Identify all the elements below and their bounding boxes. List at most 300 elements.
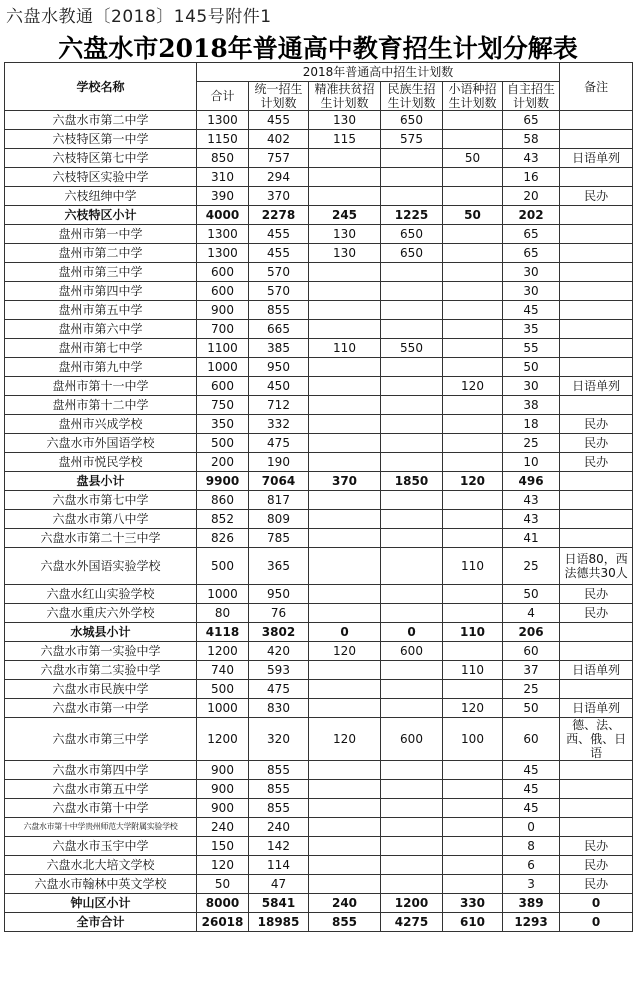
unified-cell: 817 bbox=[249, 491, 309, 510]
poverty-cell: 370 bbox=[309, 472, 381, 491]
unified-cell: 809 bbox=[249, 510, 309, 529]
school-name-cell: 盘州市第五中学 bbox=[5, 301, 197, 320]
ethnic-cell bbox=[381, 434, 443, 453]
table-row bbox=[5, 875, 633, 894]
total-cell: 390 bbox=[197, 187, 249, 206]
school-name-cell: 六盘水北大培文学校 bbox=[5, 856, 197, 875]
total-cell: 1000 bbox=[197, 585, 249, 604]
poverty-cell: 120 bbox=[309, 642, 381, 661]
table-row bbox=[5, 149, 633, 168]
school-name-cell: 盘县小计 bbox=[5, 472, 197, 491]
minor-language-cell bbox=[443, 856, 503, 875]
note-cell: 民办 bbox=[560, 604, 633, 623]
ethnic-cell bbox=[381, 837, 443, 856]
poverty-cell: 130 bbox=[309, 111, 381, 130]
unified-cell: 385 bbox=[249, 339, 309, 358]
unified-cell: 855 bbox=[249, 799, 309, 818]
note-cell: 民办 bbox=[560, 875, 633, 894]
total-cell: 826 bbox=[197, 529, 249, 548]
total-cell: 900 bbox=[197, 301, 249, 320]
autonomous-cell: 202 bbox=[503, 206, 560, 225]
poverty-cell: 110 bbox=[309, 339, 381, 358]
note-cell: 民办 bbox=[560, 415, 633, 434]
unified-cell: 712 bbox=[249, 396, 309, 415]
total-cell: 740 bbox=[197, 661, 249, 680]
table-row bbox=[5, 510, 633, 529]
table-row bbox=[5, 661, 633, 680]
note-cell: 民办 bbox=[560, 434, 633, 453]
note-cell bbox=[560, 761, 633, 780]
document-title: 六盘水市2018年普通高中教育招生计划分解表 bbox=[58, 34, 578, 63]
autonomous-cell: 16 bbox=[503, 168, 560, 187]
autonomous-cell: 1293 bbox=[503, 913, 560, 932]
unified-cell: 855 bbox=[249, 780, 309, 799]
note-cell bbox=[560, 642, 633, 661]
unified-cell: 7064 bbox=[249, 472, 309, 491]
school-name-cell: 六盘水市第二十三中学 bbox=[5, 529, 197, 548]
school-name-cell: 盘州市第一中学 bbox=[5, 225, 197, 244]
poverty-cell bbox=[309, 434, 381, 453]
minor-language-cell bbox=[443, 818, 503, 837]
table-row bbox=[5, 301, 633, 320]
school-name-cell: 盘州市悦民学校 bbox=[5, 453, 197, 472]
unified-cell: 370 bbox=[249, 187, 309, 206]
school-name-cell: 六盘水市第八中学 bbox=[5, 510, 197, 529]
unified-cell: 190 bbox=[249, 453, 309, 472]
school-name-cell: 六盘水市玉宇中学 bbox=[5, 837, 197, 856]
ethnic-cell bbox=[381, 149, 443, 168]
total-cell: 310 bbox=[197, 168, 249, 187]
school-name-cell: 全市合计 bbox=[5, 913, 197, 932]
unified-cell: 402 bbox=[249, 130, 309, 149]
minor-language-cell bbox=[443, 780, 503, 799]
ethnic-cell bbox=[381, 491, 443, 510]
header-school-name: 学校名称 bbox=[5, 63, 197, 111]
minor-language-cell: 50 bbox=[443, 206, 503, 225]
note-cell: 民办 bbox=[560, 837, 633, 856]
poverty-cell bbox=[309, 799, 381, 818]
total-cell: 900 bbox=[197, 780, 249, 799]
unified-cell: 950 bbox=[249, 585, 309, 604]
unified-cell: 3802 bbox=[249, 623, 309, 642]
header-poverty: 精准扶贫招生计划数 bbox=[309, 82, 381, 111]
school-name-cell: 盘州市第三中学 bbox=[5, 263, 197, 282]
autonomous-cell: 55 bbox=[503, 339, 560, 358]
unified-cell: 240 bbox=[249, 818, 309, 837]
minor-language-cell bbox=[443, 453, 503, 472]
autonomous-cell: 38 bbox=[503, 396, 560, 415]
total-cell: 50 bbox=[197, 875, 249, 894]
header-note: 备注 bbox=[560, 63, 633, 111]
table-row bbox=[5, 780, 633, 799]
total-cell: 1150 bbox=[197, 130, 249, 149]
total-cell: 900 bbox=[197, 761, 249, 780]
autonomous-cell: 25 bbox=[503, 548, 560, 585]
table-row bbox=[5, 548, 633, 585]
minor-language-cell bbox=[443, 168, 503, 187]
minor-language-cell bbox=[443, 799, 503, 818]
school-name-cell: 六枝特区第一中学 bbox=[5, 130, 197, 149]
ethnic-cell bbox=[381, 263, 443, 282]
autonomous-cell: 25 bbox=[503, 434, 560, 453]
autonomous-cell: 8 bbox=[503, 837, 560, 856]
subtotal-row bbox=[5, 913, 633, 932]
ethnic-cell bbox=[381, 187, 443, 206]
unified-cell: 455 bbox=[249, 244, 309, 263]
unified-cell: 830 bbox=[249, 699, 309, 718]
ethnic-cell: 1200 bbox=[381, 894, 443, 913]
poverty-cell bbox=[309, 604, 381, 623]
minor-language-cell bbox=[443, 301, 503, 320]
note-cell bbox=[560, 111, 633, 130]
minor-language-cell bbox=[443, 434, 503, 453]
total-cell: 600 bbox=[197, 377, 249, 396]
header-unified: 统一招生计划数 bbox=[249, 82, 309, 111]
header-total: 合计 bbox=[197, 82, 249, 111]
autonomous-cell: 37 bbox=[503, 661, 560, 680]
poverty-cell: 240 bbox=[309, 894, 381, 913]
note-cell: 日语80，西法德共30人 bbox=[560, 548, 633, 585]
poverty-cell bbox=[309, 453, 381, 472]
school-name-cell: 六盘水市外国语学校 bbox=[5, 434, 197, 453]
school-name-cell: 六盘水市第四中学 bbox=[5, 761, 197, 780]
unified-cell: 18985 bbox=[249, 913, 309, 932]
minor-language-cell bbox=[443, 529, 503, 548]
minor-language-cell: 110 bbox=[443, 623, 503, 642]
poverty-cell bbox=[309, 263, 381, 282]
ethnic-cell bbox=[381, 604, 443, 623]
autonomous-cell: 4 bbox=[503, 604, 560, 623]
autonomous-cell: 41 bbox=[503, 529, 560, 548]
school-name-cell: 六盘水市第一中学 bbox=[5, 699, 197, 718]
autonomous-cell: 45 bbox=[503, 799, 560, 818]
table-row bbox=[5, 187, 633, 206]
ethnic-cell bbox=[381, 585, 443, 604]
unified-cell: 950 bbox=[249, 358, 309, 377]
ethnic-cell bbox=[381, 680, 443, 699]
table-row bbox=[5, 415, 633, 434]
table-row bbox=[5, 339, 633, 358]
minor-language-cell: 110 bbox=[443, 548, 503, 585]
note-cell: 日语单列 bbox=[560, 661, 633, 680]
ethnic-cell bbox=[381, 320, 443, 339]
poverty-cell bbox=[309, 529, 381, 548]
school-name-cell: 六盘水市翰林中英文学校 bbox=[5, 875, 197, 894]
table-body bbox=[5, 111, 633, 932]
note-cell bbox=[560, 130, 633, 149]
minor-language-cell bbox=[443, 510, 503, 529]
poverty-cell bbox=[309, 320, 381, 339]
school-name-cell: 六盘水市第七中学 bbox=[5, 491, 197, 510]
unified-cell: 320 bbox=[249, 718, 309, 761]
school-name-cell: 六盘水市第三中学 bbox=[5, 718, 197, 761]
note-cell bbox=[560, 282, 633, 301]
school-name-cell: 六盘水市民族中学 bbox=[5, 680, 197, 699]
note-cell: 德、法、西、俄、日语 bbox=[560, 718, 633, 761]
unified-cell: 855 bbox=[249, 301, 309, 320]
ethnic-cell bbox=[381, 510, 443, 529]
ethnic-cell bbox=[381, 358, 443, 377]
minor-language-cell bbox=[443, 263, 503, 282]
school-name-cell: 六盘水市第十中学 bbox=[5, 799, 197, 818]
table-row bbox=[5, 856, 633, 875]
subtotal-row bbox=[5, 894, 633, 913]
minor-language-cell bbox=[443, 244, 503, 263]
school-name-cell: 六盘水市第二实验中学 bbox=[5, 661, 197, 680]
minor-language-cell bbox=[443, 837, 503, 856]
total-cell: 9900 bbox=[197, 472, 249, 491]
note-cell bbox=[560, 510, 633, 529]
autonomous-cell: 65 bbox=[503, 111, 560, 130]
minor-language-cell bbox=[443, 680, 503, 699]
minor-language-cell bbox=[443, 358, 503, 377]
note-cell bbox=[560, 358, 633, 377]
total-cell: 80 bbox=[197, 604, 249, 623]
school-name-cell: 六盘水市第五中学 bbox=[5, 780, 197, 799]
note-cell: 民办 bbox=[560, 856, 633, 875]
poverty-cell bbox=[309, 699, 381, 718]
note-cell: 民办 bbox=[560, 453, 633, 472]
ethnic-cell bbox=[381, 799, 443, 818]
note-cell bbox=[560, 799, 633, 818]
note-cell bbox=[560, 780, 633, 799]
unified-cell: 2278 bbox=[249, 206, 309, 225]
table-row bbox=[5, 604, 633, 623]
ethnic-cell: 650 bbox=[381, 225, 443, 244]
unified-cell: 450 bbox=[249, 377, 309, 396]
autonomous-cell: 45 bbox=[503, 301, 560, 320]
ethnic-cell bbox=[381, 529, 443, 548]
table-row bbox=[5, 491, 633, 510]
minor-language-cell: 100 bbox=[443, 718, 503, 761]
unified-cell: 47 bbox=[249, 875, 309, 894]
poverty-cell bbox=[309, 837, 381, 856]
total-cell: 4118 bbox=[197, 623, 249, 642]
autonomous-cell: 18 bbox=[503, 415, 560, 434]
unified-cell: 114 bbox=[249, 856, 309, 875]
subtotal-row bbox=[5, 623, 633, 642]
minor-language-cell: 610 bbox=[443, 913, 503, 932]
table-row bbox=[5, 585, 633, 604]
note-cell bbox=[560, 301, 633, 320]
autonomous-cell: 206 bbox=[503, 623, 560, 642]
ethnic-cell bbox=[381, 699, 443, 718]
minor-language-cell bbox=[443, 491, 503, 510]
unified-cell: 294 bbox=[249, 168, 309, 187]
table-row bbox=[5, 642, 633, 661]
autonomous-cell: 30 bbox=[503, 263, 560, 282]
table-row bbox=[5, 130, 633, 149]
total-cell: 860 bbox=[197, 491, 249, 510]
autonomous-cell: 10 bbox=[503, 453, 560, 472]
school-name-cell: 盘州市第二中学 bbox=[5, 244, 197, 263]
total-cell: 1000 bbox=[197, 358, 249, 377]
ethnic-cell: 0 bbox=[381, 623, 443, 642]
ethnic-cell bbox=[381, 377, 443, 396]
total-cell: 350 bbox=[197, 415, 249, 434]
poverty-cell bbox=[309, 168, 381, 187]
autonomous-cell: 45 bbox=[503, 780, 560, 799]
unified-cell: 785 bbox=[249, 529, 309, 548]
ethnic-cell bbox=[381, 453, 443, 472]
total-cell: 750 bbox=[197, 396, 249, 415]
note-cell bbox=[560, 396, 633, 415]
minor-language-cell bbox=[443, 415, 503, 434]
note-cell: 日语单列 bbox=[560, 699, 633, 718]
note-cell bbox=[560, 168, 633, 187]
table-row bbox=[5, 718, 633, 761]
ethnic-cell: 550 bbox=[381, 339, 443, 358]
header-autonomous: 自主招生计划数 bbox=[503, 82, 560, 111]
total-cell: 4000 bbox=[197, 206, 249, 225]
table-row bbox=[5, 225, 633, 244]
poverty-cell bbox=[309, 491, 381, 510]
autonomous-cell: 30 bbox=[503, 282, 560, 301]
total-cell: 852 bbox=[197, 510, 249, 529]
poverty-cell: 0 bbox=[309, 623, 381, 642]
total-cell: 1200 bbox=[197, 642, 249, 661]
note-cell: 民办 bbox=[560, 585, 633, 604]
autonomous-cell: 60 bbox=[503, 642, 560, 661]
school-name-cell: 盘州市第十二中学 bbox=[5, 396, 197, 415]
autonomous-cell: 43 bbox=[503, 510, 560, 529]
school-name-cell: 六盘水市第二中学 bbox=[5, 111, 197, 130]
note-cell bbox=[560, 320, 633, 339]
note-cell bbox=[560, 472, 633, 491]
table-row bbox=[5, 111, 633, 130]
note-cell: 日语单列 bbox=[560, 149, 633, 168]
header-minor-language: 小语种招生计划数 bbox=[443, 82, 503, 111]
school-name-cell: 盘州市第四中学 bbox=[5, 282, 197, 301]
total-cell: 240 bbox=[197, 818, 249, 837]
autonomous-cell: 50 bbox=[503, 585, 560, 604]
school-name-cell: 盘州市第七中学 bbox=[5, 339, 197, 358]
school-name-cell: 盘州市第九中学 bbox=[5, 358, 197, 377]
ethnic-cell bbox=[381, 396, 443, 415]
unified-cell: 365 bbox=[249, 548, 309, 585]
ethnic-cell: 600 bbox=[381, 718, 443, 761]
table-row bbox=[5, 799, 633, 818]
ethnic-cell bbox=[381, 661, 443, 680]
autonomous-cell: 65 bbox=[503, 244, 560, 263]
total-cell: 900 bbox=[197, 799, 249, 818]
unified-cell: 570 bbox=[249, 263, 309, 282]
table-row bbox=[5, 529, 633, 548]
table-row bbox=[5, 761, 633, 780]
note-cell: 日语单列 bbox=[560, 377, 633, 396]
ethnic-cell bbox=[381, 761, 443, 780]
note-cell bbox=[560, 263, 633, 282]
ethnic-cell bbox=[381, 282, 443, 301]
poverty-cell bbox=[309, 377, 381, 396]
unified-cell: 855 bbox=[249, 761, 309, 780]
autonomous-cell: 25 bbox=[503, 680, 560, 699]
total-cell: 500 bbox=[197, 434, 249, 453]
unified-cell: 420 bbox=[249, 642, 309, 661]
unified-cell: 665 bbox=[249, 320, 309, 339]
poverty-cell bbox=[309, 585, 381, 604]
table-row bbox=[5, 320, 633, 339]
autonomous-cell: 389 bbox=[503, 894, 560, 913]
minor-language-cell: 110 bbox=[443, 661, 503, 680]
school-name-cell: 六盘水红山实验学校 bbox=[5, 585, 197, 604]
poverty-cell bbox=[309, 661, 381, 680]
ethnic-cell bbox=[381, 818, 443, 837]
note-cell bbox=[560, 818, 633, 837]
total-cell: 1000 bbox=[197, 699, 249, 718]
school-name-cell: 六盘水重庆六外学校 bbox=[5, 604, 197, 623]
autonomous-cell: 50 bbox=[503, 699, 560, 718]
autonomous-cell: 65 bbox=[503, 225, 560, 244]
school-name-cell: 六枝纽绅中学 bbox=[5, 187, 197, 206]
total-cell: 850 bbox=[197, 149, 249, 168]
school-name-cell: 六盘水外国语实验学校 bbox=[5, 548, 197, 585]
total-cell: 120 bbox=[197, 856, 249, 875]
unified-cell: 570 bbox=[249, 282, 309, 301]
unified-cell: 593 bbox=[249, 661, 309, 680]
total-cell: 1300 bbox=[197, 244, 249, 263]
note-cell bbox=[560, 339, 633, 358]
note-cell bbox=[560, 529, 633, 548]
minor-language-cell bbox=[443, 320, 503, 339]
total-cell: 500 bbox=[197, 548, 249, 585]
document-reference: 六盘水教通〔2018〕145号附件1 bbox=[6, 7, 272, 27]
note-cell bbox=[560, 206, 633, 225]
poverty-cell bbox=[309, 856, 381, 875]
unified-cell: 76 bbox=[249, 604, 309, 623]
poverty-cell bbox=[309, 358, 381, 377]
table-row bbox=[5, 396, 633, 415]
total-cell: 1200 bbox=[197, 718, 249, 761]
total-cell: 500 bbox=[197, 680, 249, 699]
unified-cell: 475 bbox=[249, 680, 309, 699]
note-cell: 0 bbox=[560, 913, 633, 932]
poverty-cell bbox=[309, 187, 381, 206]
autonomous-cell: 58 bbox=[503, 130, 560, 149]
ethnic-cell: 1225 bbox=[381, 206, 443, 225]
table-row bbox=[5, 680, 633, 699]
autonomous-cell: 0 bbox=[503, 818, 560, 837]
minor-language-cell bbox=[443, 282, 503, 301]
table-row bbox=[5, 358, 633, 377]
school-name-cell: 盘州市第六中学 bbox=[5, 320, 197, 339]
school-name-cell: 六枝特区第七中学 bbox=[5, 149, 197, 168]
minor-language-cell bbox=[443, 642, 503, 661]
note-cell: 0 bbox=[560, 894, 633, 913]
school-name-cell: 盘州市兴成学校 bbox=[5, 415, 197, 434]
ethnic-cell bbox=[381, 856, 443, 875]
ethnic-cell bbox=[381, 415, 443, 434]
minor-language-cell bbox=[443, 339, 503, 358]
poverty-cell: 120 bbox=[309, 718, 381, 761]
poverty-cell bbox=[309, 282, 381, 301]
table-row bbox=[5, 263, 633, 282]
autonomous-cell: 20 bbox=[503, 187, 560, 206]
subtotal-row bbox=[5, 206, 633, 225]
minor-language-cell bbox=[443, 604, 503, 623]
ethnic-cell: 650 bbox=[381, 111, 443, 130]
ethnic-cell: 600 bbox=[381, 642, 443, 661]
ethnic-cell: 1850 bbox=[381, 472, 443, 491]
autonomous-cell: 6 bbox=[503, 856, 560, 875]
poverty-cell bbox=[309, 780, 381, 799]
ethnic-cell: 575 bbox=[381, 130, 443, 149]
total-cell: 600 bbox=[197, 263, 249, 282]
ethnic-cell bbox=[381, 875, 443, 894]
autonomous-cell: 43 bbox=[503, 149, 560, 168]
unified-cell: 5841 bbox=[249, 894, 309, 913]
minor-language-cell bbox=[443, 225, 503, 244]
